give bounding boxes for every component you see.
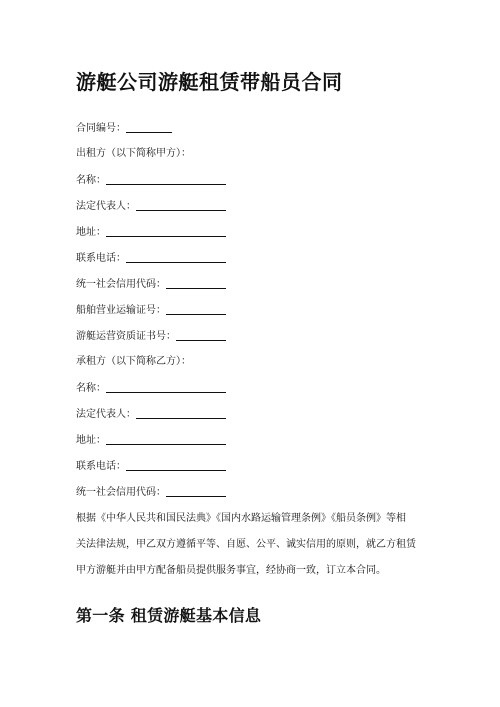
contract-number-label: 合同编号： bbox=[76, 123, 126, 134]
lessor-credit-code-label: 统一社会信用代码： bbox=[76, 279, 166, 290]
intro-line: 甲方游艇并由甲方配备船员提供服务事宜，经协商一致，订立本合同。 bbox=[76, 565, 386, 576]
lessor-ship-license-field bbox=[76, 303, 226, 318]
lessor-phone-blank bbox=[126, 251, 226, 263]
lessor-address-field bbox=[76, 225, 226, 240]
lessor-name-label: 名称： bbox=[76, 175, 106, 186]
lessor-credit-code-field bbox=[76, 277, 226, 292]
lessor-yacht-cert-blank bbox=[176, 329, 226, 341]
lessor-phone-label: 联系电话： bbox=[76, 253, 126, 264]
lessee-address-blank bbox=[106, 433, 226, 445]
contract-number-blank bbox=[126, 121, 172, 133]
lessor-yacht-cert-field bbox=[76, 329, 226, 344]
lessor-ship-license-label: 船舶营业运输证号： bbox=[76, 305, 166, 316]
lessee-credit-code-field bbox=[76, 485, 226, 500]
document-title: 游艇公司游艇租赁带船员合同 bbox=[76, 70, 343, 94]
lessor-address-label: 地址： bbox=[76, 227, 106, 238]
intro-line: 关法律法规，甲乙双方遵循平等、自愿、公平、诚实信用的原则，就乙方租赁 bbox=[76, 539, 416, 550]
lessor-ship-license-blank bbox=[166, 303, 226, 315]
lessee-phone-blank bbox=[126, 459, 226, 471]
lessor-legal-rep-blank bbox=[136, 199, 226, 211]
lessor-phone-field bbox=[76, 251, 226, 266]
lessor-legal-rep-field bbox=[76, 199, 226, 214]
lessor-legal-rep-label: 法定代表人： bbox=[76, 201, 136, 212]
lessee-legal-rep-label: 法定代表人： bbox=[76, 409, 136, 420]
lessor-address-blank bbox=[106, 225, 226, 237]
lessee-name-label: 名称： bbox=[76, 383, 106, 394]
lessee-phone-field bbox=[76, 459, 226, 474]
lessee-name-field bbox=[76, 381, 226, 396]
contract-number-field bbox=[76, 121, 172, 136]
lessee-legal-rep-field bbox=[76, 407, 226, 422]
lessee-address-label: 地址： bbox=[76, 435, 106, 446]
intro-paragraph bbox=[76, 506, 426, 584]
lessee-phone-label: 联系电话： bbox=[76, 461, 126, 472]
lessor-yacht-cert-label: 游艇运营资质证书号： bbox=[76, 331, 176, 342]
lessor-name-blank bbox=[106, 173, 226, 185]
lessee-credit-code-blank bbox=[166, 485, 226, 497]
lessee-legal-rep-blank bbox=[136, 407, 226, 419]
lessee-name-blank bbox=[106, 381, 226, 393]
section-1-heading: 第一条 租赁游艇基本信息 bbox=[76, 606, 262, 625]
lessee-address-field bbox=[76, 433, 226, 448]
lessor-credit-code-blank bbox=[166, 277, 226, 289]
lessor-heading: 出租方（以下简称甲方）： bbox=[76, 148, 191, 159]
lessee-credit-code-label: 统一社会信用代码： bbox=[76, 487, 166, 498]
lessor-name-field bbox=[76, 173, 226, 188]
lessee-heading: 承租方（以下简称乙方）： bbox=[76, 356, 191, 367]
intro-line: 根据《中华人民共和国民法典》《国内水路运输管理条例》《船员条例》等相 bbox=[76, 513, 406, 524]
